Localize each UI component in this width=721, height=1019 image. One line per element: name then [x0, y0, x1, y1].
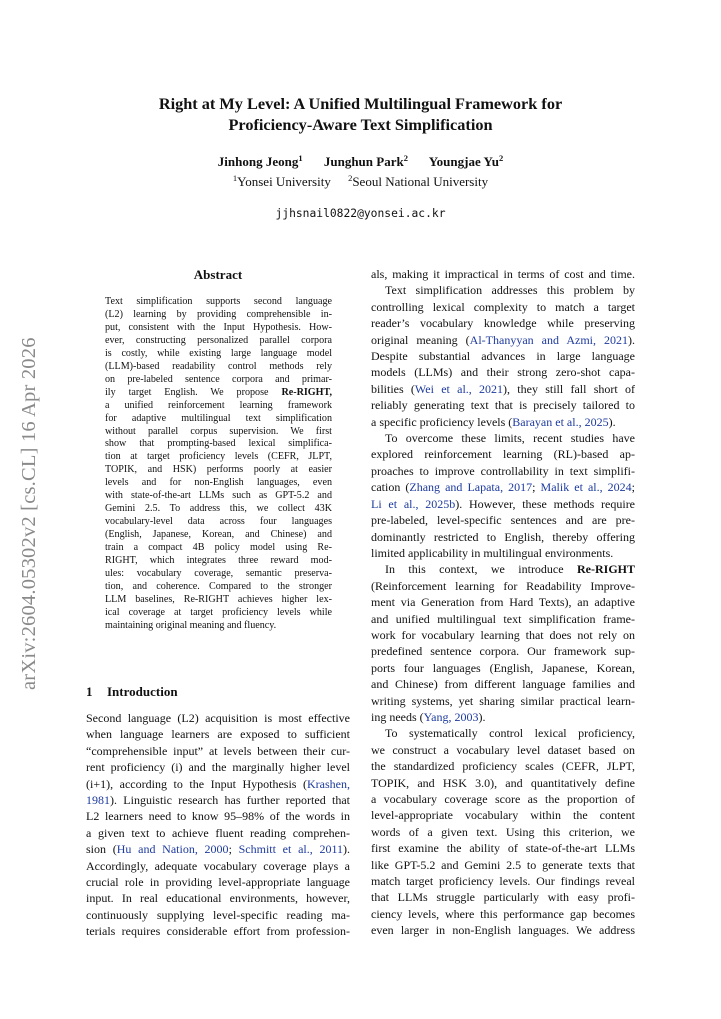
text-line: ever, constructing personalized parallel corpora — [105, 334, 332, 346]
text-line: ports four languages (English, Japanese, Korean, — [371, 660, 635, 675]
text-line: we construct a vocabulary level dataset based on — [371, 742, 635, 757]
text-line: cation (Zhang and Lapata, 2017; Malik et al., 2024; — [371, 480, 635, 495]
text-line: 1981). Linguistic research has further reported that — [86, 793, 350, 808]
text-line: rent proficiency (i) and the marginally higher level — [86, 760, 350, 775]
left-column-body — [86, 710, 350, 940]
author-affil-mark: 2 — [403, 153, 408, 163]
author-email[interactable]: jjhsnail0822@yonsei.ac.kr — [275, 207, 446, 220]
right-column-body — [371, 266, 635, 939]
text-line: (LLM)-based readability control methods rely — [105, 360, 332, 372]
text-line: show that prompting-based lexical simplifica- — [105, 438, 332, 450]
text-line: continuously supplying level-specific reading ma- — [86, 907, 350, 922]
arxiv-stamp: arXiv:2604.05302v2 [cs.CL] 16 Apr 2026 — [18, 337, 40, 690]
text-line: reliably generating text that is precisely tailored to — [371, 398, 635, 413]
text-line: a unified reinforcement learning framework — [105, 399, 332, 411]
text-line: reader’s vocabulary knowledge while preserving — [371, 316, 635, 331]
affil-mark: 2 — [348, 173, 353, 183]
text-line: level-appropriate vocabulary within the content — [371, 808, 635, 823]
text-line: Text simplification addresses this problem by — [385, 283, 635, 298]
author-list — [0, 154, 721, 170]
affiliation-list — [0, 174, 721, 190]
text-line: (Reinforcement learning for Readability Improve- — [371, 578, 635, 593]
section-number: 1 — [86, 684, 93, 699]
text-line: words of a given text. Using this criterion, we — [371, 824, 635, 839]
text-line: a given text to achieve fluent reading comprehen- — [86, 825, 350, 840]
affil-mark: 1 — [232, 173, 238, 183]
text-line: writing systems, yet sharing similar practical learn- — [371, 693, 635, 708]
text-line: tion at target proficiency levels (CEFR, JLPT, — [105, 451, 332, 463]
author-affil-mark: 2 — [498, 153, 504, 163]
text-line: dominantly restricted to English, thereby offering — [371, 529, 635, 544]
text-line: predefined sentence corpora. Our framework sup- — [371, 644, 635, 659]
text-line: train a compact 4B policy model using Re- — [105, 542, 332, 554]
text-line: proaches to improve controllability in text simplifi- — [371, 463, 635, 478]
text-line: that LLMs struggle particularly with easy profi- — [371, 890, 635, 905]
text-line: crucial role in providing level-appropriate language — [86, 875, 350, 890]
text-line: ical coverage at target proficiency levels while — [105, 606, 332, 618]
text-line: ment via Generation from Hard Texts), an adaptive — [371, 595, 635, 610]
text-line: bilities (Wei et al., 2021), they still fall short of — [371, 381, 635, 396]
abstract-heading: Abstract — [193, 267, 243, 282]
text-line: Second language (L2) acquisition is most effective — [86, 711, 350, 725]
text-line: Gemini 2.5. To address this, we collect 43K — [105, 503, 332, 515]
text-line: and unified multilingual text simplification frame- — [371, 611, 635, 626]
text-line: first examine the ability of state-of-the-art LLMs — [371, 841, 635, 856]
text-line: als, making it impractical in terms of cost and time. — [371, 267, 635, 281]
text-line: put, consistent with the Input Hypothesis. How- — [105, 321, 332, 333]
text-line: In this context, we introduce Re-RIGHT — [385, 562, 635, 577]
text-line: L2 learners need to know 95–98% of the words in — [86, 809, 350, 824]
text-line: LLM baselines, Re-RIGHT achieves higher lex- — [105, 593, 332, 605]
paper-title-line-1: Right at My Level: A Unified Multilingual Framework for — [158, 94, 563, 113]
text-line: ily target English. We propose Re-RIGHT, — [105, 386, 332, 398]
text-line: with state-of-the-art LLMs such as GPT-5.2 and — [105, 490, 332, 502]
text-line: levels and for non-English languages, even — [105, 477, 332, 489]
text-line: To overcome these limits, recent studies have — [385, 431, 635, 446]
text-line: a specific proficiency levels (Barayan et al., 2025). — [371, 414, 616, 429]
section-title: Introduction — [107, 684, 178, 699]
author-affil-mark: 1 — [298, 153, 303, 163]
text-line: even larger in non-English languages. We address — [371, 923, 635, 938]
text-line: (English, Japanese, Korean, and Chinese) and — [105, 529, 332, 541]
text-line: the standardized proficiency scales (CEFR, JLPT, — [371, 759, 635, 774]
text-line: ciency levels, where this performance gap becomes — [371, 906, 635, 921]
text-line: pre-labeled, level-specific sentences and are pre- — [371, 513, 635, 528]
text-line: vocabulary-level data across four languages — [105, 516, 332, 528]
text-line: and Chinese) from different language families and — [371, 677, 635, 692]
author-name: Youngjae Yu — [428, 154, 499, 169]
text-line: input. In real educational environments, however, — [86, 891, 350, 906]
text-line: when language learners are exposed to sufficient — [86, 727, 350, 742]
text-line: “comprehensible input” at levels between their cur- — [86, 743, 350, 758]
text-line: Accordingly, adequate vocabulary coverage plays a — [86, 858, 350, 873]
text-line: explored reinforcement learning (RL)-based ap- — [371, 447, 635, 462]
author-name: Jinhong Jeong — [217, 154, 299, 169]
text-line: terials requires considerable effort from profession- — [86, 924, 350, 939]
text-line: TOPIK, and HSK) performs poorly at easier — [105, 464, 332, 476]
text-line: work for vocabulary learning that does not rely on — [371, 627, 635, 642]
affiliation-name: Seoul National University — [352, 174, 489, 189]
text-line: original meaning (Al-Thanyyan and Azmi, 2021). — [371, 332, 635, 347]
abstract-body — [105, 296, 332, 633]
text-line: match target proficiency levels. Our findings reveal — [371, 874, 635, 889]
text-line: controlling lexical complexity to match a target — [371, 299, 635, 314]
text-line: (L2) learning by providing comprehensible in- — [105, 308, 332, 320]
text-line: is costly, while existing large language model — [105, 347, 332, 359]
paper-title-line-2: Proficiency-Aware Text Simplification — [228, 115, 493, 134]
text-line: ing needs (Yang, 2003). — [371, 709, 486, 724]
text-line: like GPT-5.2 and Gemini 2.5 to generate texts that — [371, 857, 635, 872]
text-line: on pre-labeled sentence corpora and primar- — [105, 373, 332, 385]
text-line: (i+1), according to the Input Hypothesis (Krashen, — [86, 776, 350, 791]
text-line: sion (Hu and Nation, 2000; Schmitt et al., 2011). — [86, 842, 350, 857]
text-line: limited applicability in multilingual environments. — [371, 545, 614, 560]
text-line: ules: vocabulary coverage, semantic preserva- — [105, 568, 332, 580]
text-line: for adaptive multilingual text simplification — [105, 412, 332, 424]
text-line: RIGHT, which integrates three reward mod- — [105, 555, 332, 567]
affiliation-name: Yonsei University — [237, 174, 331, 189]
text-line: Li et al., 2025b). However, these methods require — [371, 496, 635, 511]
text-line: To systematically control lexical proficiency, — [385, 726, 635, 741]
text-line: Despite substantial advances in large language — [371, 349, 635, 364]
text-line: maintaining original meaning and fluency. — [105, 619, 277, 631]
text-line: tion, and coherence. Compared to the stronger — [105, 580, 332, 592]
text-line: TOPIK, and HSK 3.0), and quantitatively define — [371, 775, 635, 790]
text-line: models (LLMs) and their strong zero-shot capa- — [371, 365, 635, 380]
author-name: Junghun Park — [323, 154, 404, 169]
text-line: a vocabulary coverage score as the proportion of — [371, 792, 635, 806]
text-line: Text simplification supports second language — [105, 296, 332, 307]
text-line: without parallel corpus supervision. We first — [105, 425, 332, 437]
section-heading — [86, 684, 178, 700]
